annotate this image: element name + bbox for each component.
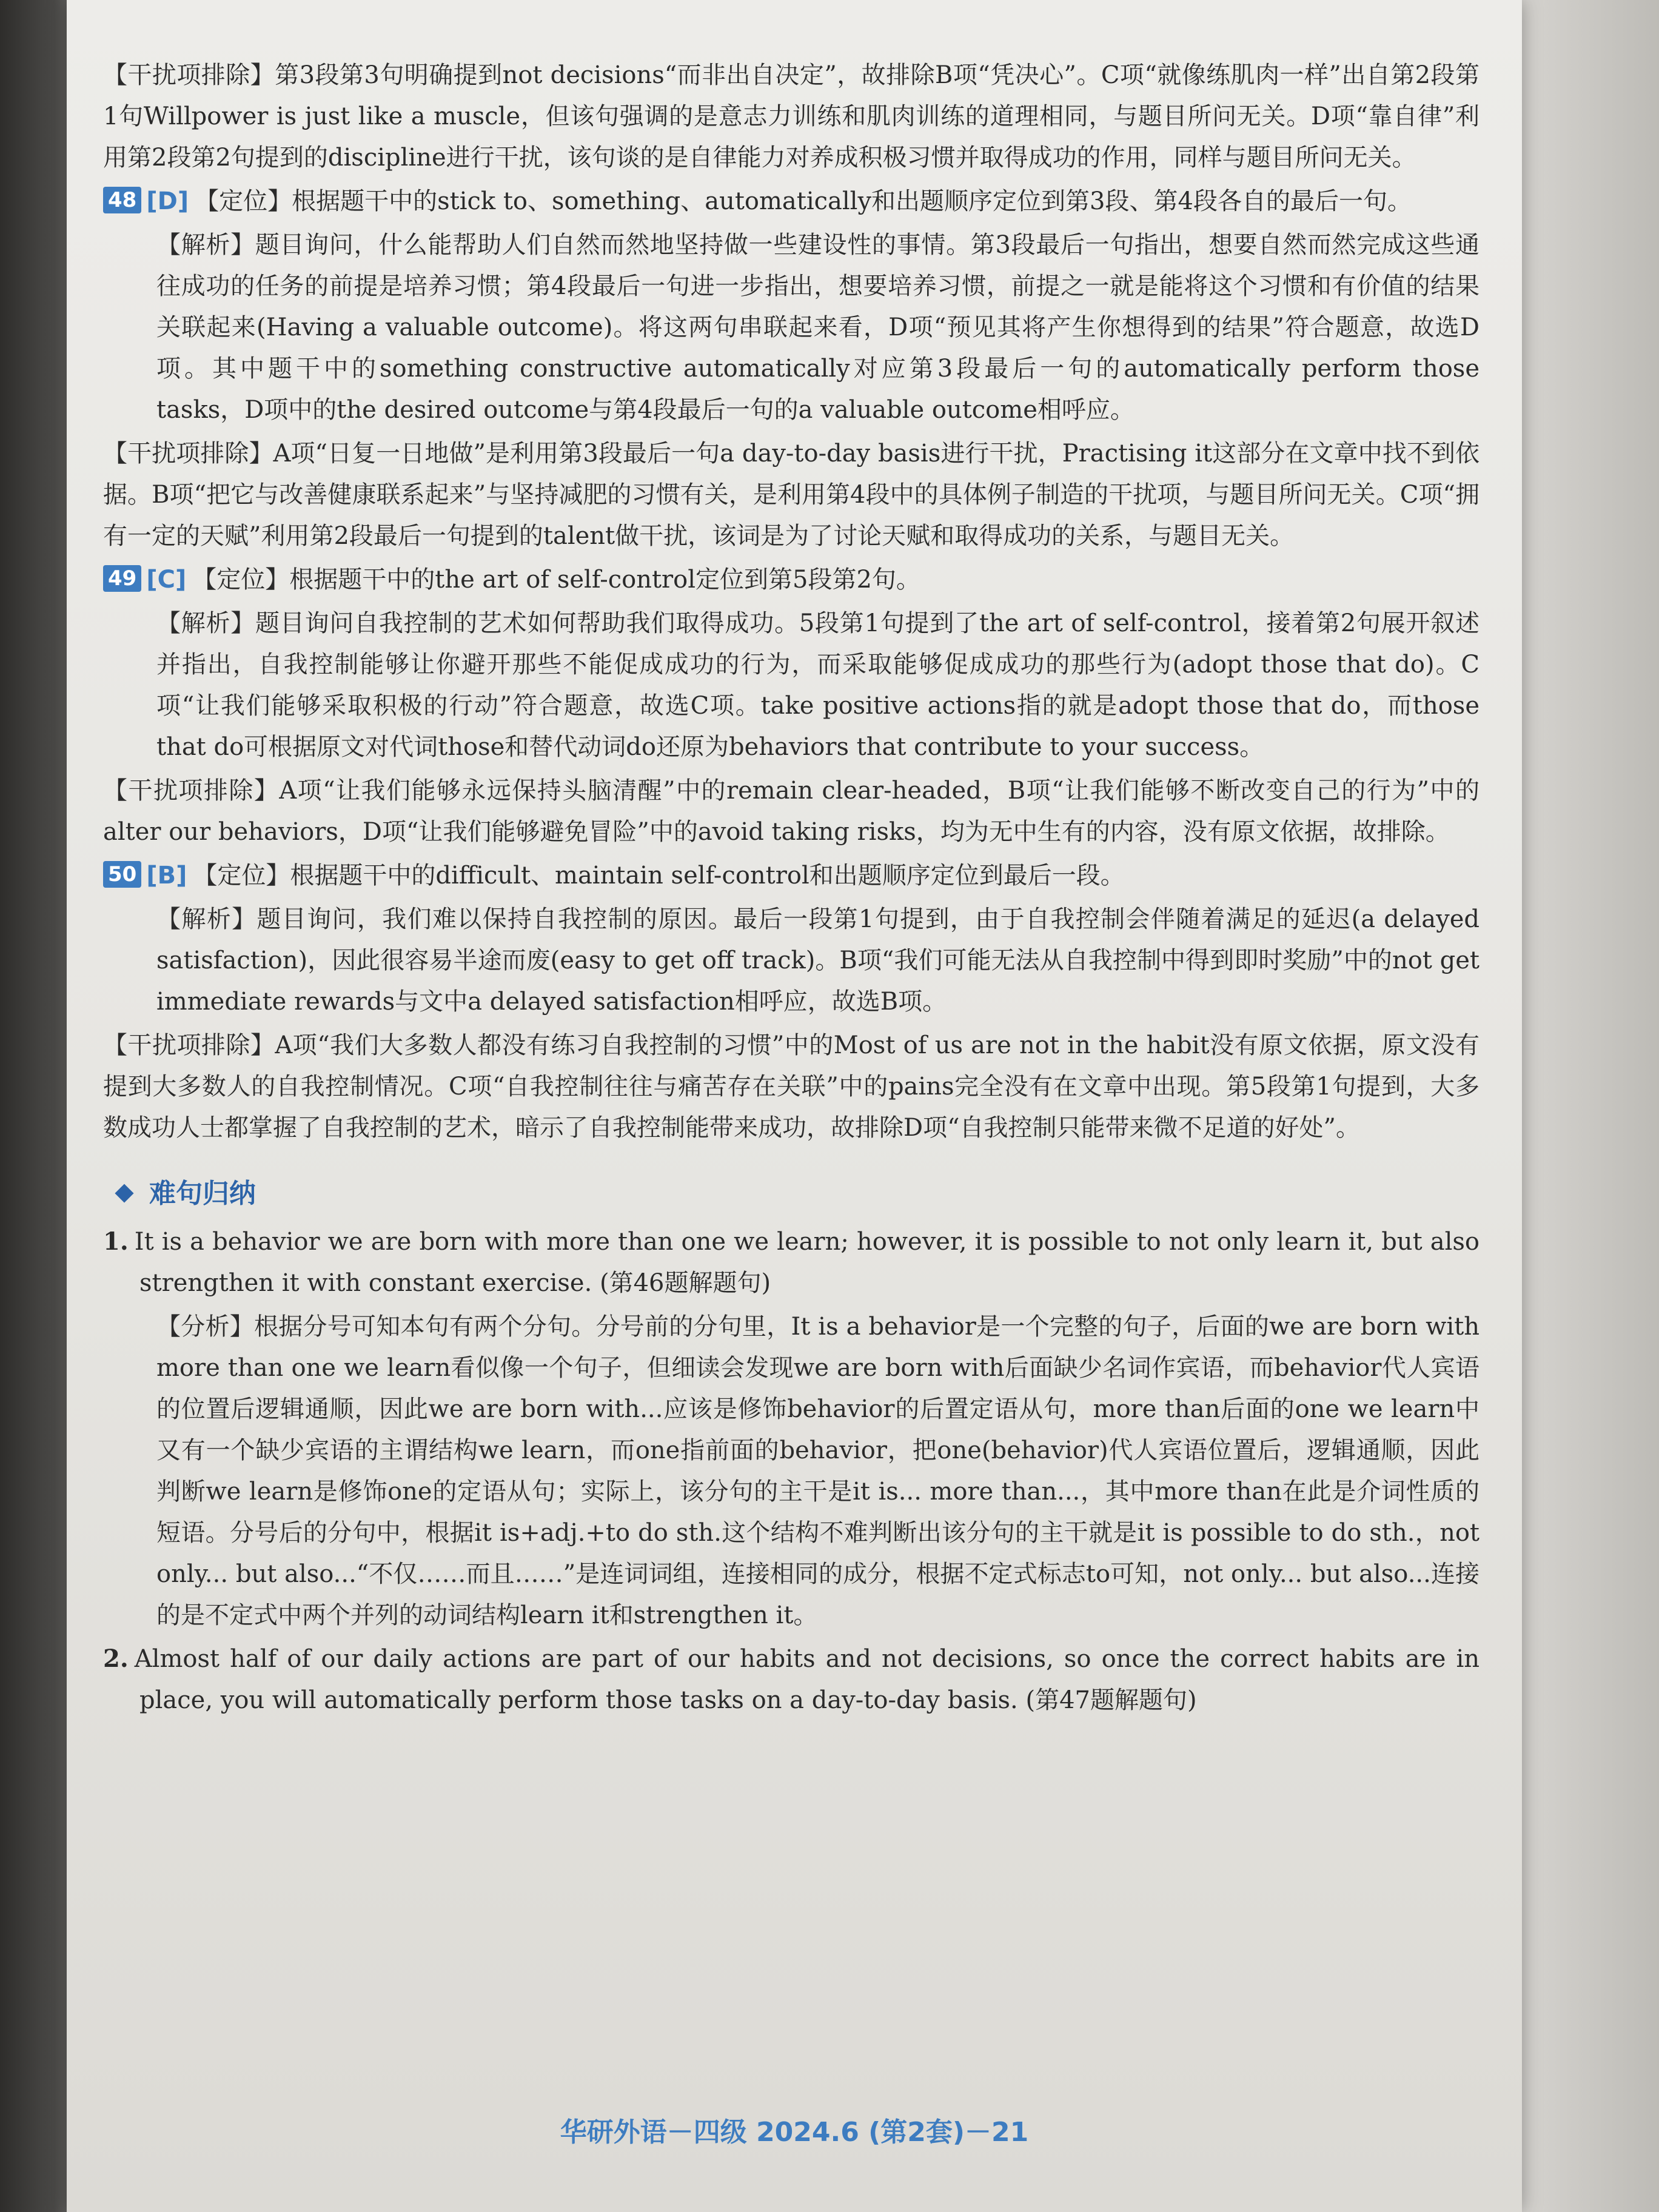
paragraph-q47-distractor: 【干扰项排除】第3段第3句明确提到not decisions“而非出自决定”，故排除B项“凭决心”。C项“就像练肌肉一样”出自第2段第1句Willpower is just like a muscle，但该句强调的是意志力训练和肌肉训练的道理相同，与题目所问无关。D项“靠自律”利用第2段第2句提到的discipline进行干扰，该句谈的是自律能力对养成积极习惯并取得成功的作用，同样与题目所问无关。: [103, 61, 1480, 172]
q48-locate-line: [103, 181, 1480, 222]
answer-label: [D]: [146, 187, 189, 215]
q48-analysis: 【解析】题目询问，什么能帮助人们自然而然地坚持做一些建设性的事情。第3段最后一句指出，想要自然而然完成这些通往成功的任务的前提是培养习惯；第4段最后一句进一步指出，想要培养习惯，前提之一就是能将这个习惯和有价值的结果关联起来(Having a valuable outcome)。将这两句串联起来看，D项“预见其将产生你想得到的结果”符合题意，故选D项。其中题干中的something constructive automatically对应第3段最后一句的automatically perform those tasks，D项中的the desired outcome与第4段最后一句的a valuable outcome相呼应。: [156, 231, 1480, 424]
diamond-bullet-icon: [115, 1184, 133, 1202]
sentence-text: Almost half of our daily actions are part of our habits and not decisions, so once the correct habits are in place, you will automatically perform those tasks on a day-to-day basis. (第47题解题句): [134, 1645, 1480, 1714]
q50-analysis: 【解析】题目询问，我们难以保持自我控制的原因。最后一段第1句提到，由于自我控制会伴随着满足的延迟(a delayed satisfaction)，因此很容易半途而废(easy to get off track)。B项“我们可能无法从自我控制中得到即时奖励”中的not get immediate rewards与文中a delayed satisfaction相呼应，故选B项。: [156, 905, 1480, 1016]
page-footer: 华研外语－四级 2024.6 (第2套)－21: [560, 2117, 1029, 2148]
difficult-sentence-1: [103, 1221, 1480, 1304]
question-number-badge: 49: [103, 565, 141, 592]
sentence-text: It is a behavior we are born with more than one we learn; however, it is possible to not only learn it, but also strengthen it with constant exercise. (第46题解题句): [134, 1228, 1480, 1297]
page-content: [103, 55, 1480, 1723]
q50-distractor: 【干扰项排除】A项“我们大多数人都没有练习自我控制的习惯”中的Most of us are not in the habit没有原文依据，原文没有提到大多数人的自我控制情况。C项“自我控制往往与痛苦存在关联”中的pains完全没有在文章中出现。第5段第1句提到，大多数成功人士都掌握了自我控制的艺术，暗示了自我控制能带来成功，故排除D项“自我控制只能带来微不足道的好处”。: [103, 1031, 1480, 1142]
answer-label: [C]: [146, 566, 187, 594]
q50-locate-line: [103, 855, 1480, 896]
sentence-number: 2.: [103, 1644, 129, 1673]
question-number-badge: 50: [103, 861, 141, 888]
locate-text: 【定位】根据题干中的stick to、something、automatically和出题顺序定位到第3段、第4段各自的最后一句。: [195, 187, 1412, 215]
sentence-number: 1.: [103, 1227, 129, 1256]
q48-distractor: 【干扰项排除】A项“日复一日地做”是利用第3段最后一句a day-to-day basis进行干扰，Practising it这部分在文章中找不到依据。B项“把它与改善健康联系起来”与坚持减肥的习惯有关，是利用第4段中的具体例子制造的干扰项，与题目所问无关。C项“拥有一定的天赋”利用第2段最后一句提到的talent做干扰，该词是为了讨论天赋和取得成功的关系，与题目无关。: [103, 440, 1480, 550]
locate-text: 【定位】根据题干中的the art of self-control定位到第5段第2句。: [192, 566, 920, 594]
background-right: [1501, 0, 1659, 2212]
locate-text: 【定位】根据题干中的difficult、maintain self-control和出题顺序定位到最后一段。: [193, 862, 1125, 890]
q49-locate-line: [103, 559, 1480, 600]
question-number-badge: 48: [103, 187, 141, 213]
answer-label: [B]: [146, 862, 187, 890]
q49-analysis: 【解析】题目询问自我控制的艺术如何帮助我们取得成功。5段第1句提到了the art of self-control，接着第2句展开叙述并指出，自我控制能够让你避开那些不能促成成功的行为，而采取能够促成成功的那些行为(adopt those that do)。C项“让我们能够采取积极的行动”符合题意，故选C项。take positive actions指的就是adopt those that do，而those that do可根据原文对代词those和替代动词do还原为behaviors that contribute to your success。: [156, 609, 1480, 761]
difficult-sentence-2: [103, 1638, 1480, 1721]
sentence-1-analysis: 【分析】根据分号可知本句有两个分句。分号前的分句里，It is a behavior是一个完整的句子，后面的we are born with more than one we learn看似像一个句子，但细读会发现we are born with后面缺少名词作宾语，而behavior代人宾语的位置后逻辑通顺，因此we are born with...应该是修饰behavior的后置定语从句，more than后面的one we learn中又有一个缺少宾语的主谓结构we learn，而one指前面的behavior，把one(behavior)代人宾语位置后，逻辑通顺，因此判断we learn是修饰one的定语从句；实际上，该分句的主干是it is... more than...，其中more than在此是介词性质的短语。分号后的分句中，根据it is+adj.+to do sth.这个结构不难判断出该分句的主干就是it is possible to do sth.，not only... but also...“不仅……而且……”是连词词组，连接相同的成分，根据不定式标志to可知，not only... but also...连接的是不定式中两个并列的动词结构learn it和strengthen it。: [156, 1313, 1480, 1629]
q49-distractor: 【干扰项排除】A项“让我们能够永远保持头脑清醒”中的remain clear-headed，B项“让我们能够不断改变自己的行为”中的alter our behaviors，D项“让我们能够避免冒险”中的avoid taking risks，均为无中生有的内容，没有原文依据，故排除。: [103, 777, 1480, 846]
section-heading: [103, 1173, 1480, 1215]
page-sheet: [67, 0, 1522, 2212]
section-title: 难句归纳: [149, 1178, 256, 1209]
